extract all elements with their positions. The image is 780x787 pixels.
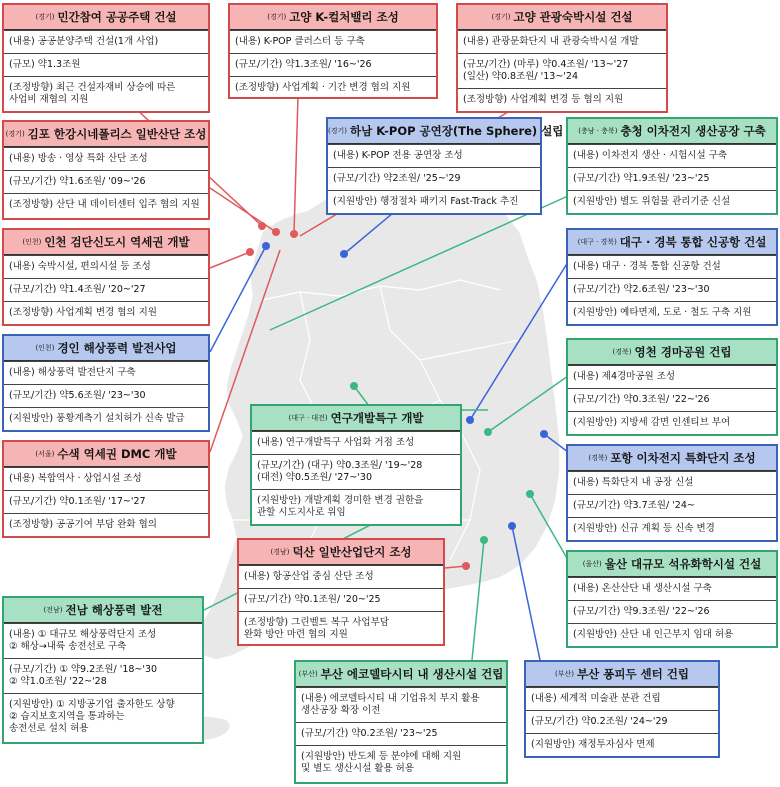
row-support: (지원방안) 산단 내 인근부지 임대 허용 — [568, 623, 776, 646]
row-scale: (규모/기간) 약0.2조원/ '23~'25 — [296, 722, 506, 745]
marker-hanam — [340, 250, 348, 258]
row-support: (지원방안) 반도체 등 분야에 대해 지원 및 별도 생산시설 활용 허용 — [296, 745, 506, 780]
card-title — [568, 230, 776, 255]
row-scale: (규모/기간) 약2.6조원/ '23~'30 — [568, 278, 776, 301]
row-scale: (규모/기간) 약1.3조원/ '16~'26 — [230, 53, 436, 76]
project-card-gyeongin-wind — [2, 334, 210, 432]
row-scale: (규모/기간) 약3.7조원/ '24~ — [568, 494, 776, 517]
card-title — [252, 406, 460, 431]
card-title — [568, 552, 776, 577]
region-tag: ( $^{경기}$ ) — [491, 13, 510, 21]
row-content: (내용) K-POP 전용 공연장 조성 — [328, 144, 540, 167]
card-title — [230, 5, 436, 30]
row-support: (지원방안) 지방세 감면 인센티브 부여 — [568, 411, 776, 434]
row-content: (내용) 공공분양주택 건설(1개 사업) — [4, 30, 208, 53]
region-tag: ( $^{경기}$ ) — [328, 127, 347, 135]
project-title: 덕산 일반산업단지 조성 — [292, 545, 412, 559]
region-tag: ( $^{울산}$ ) — [583, 560, 602, 568]
row-scale: (규모/기간) 약0.1조원/ '17~'27 — [4, 490, 208, 513]
card-title — [328, 119, 564, 144]
project-card-gimpo-cinepolis — [2, 120, 210, 220]
project-title: 하남 K-POP 공연장(The Sphere) 설립 — [350, 124, 564, 138]
region-tag: ( $^{경남}$ ) — [270, 548, 289, 556]
project-title: 김포 한강시네폴리스 일반산단 조성 — [27, 127, 207, 141]
marker-gyeonggi — [258, 222, 266, 230]
card-title — [4, 336, 208, 361]
marker-pohang — [540, 430, 548, 438]
row-adjustment: (조정방향) 공공기여 부담 완화 협의 — [4, 513, 208, 536]
project-title: 고양 관광숙박시설 건설 — [513, 10, 633, 24]
project-card-rnd-special-zone — [250, 404, 462, 526]
row-adjustment: (조정방향) 산단 내 데이터센터 입주 협의 지원 — [4, 193, 208, 216]
card-title — [4, 442, 208, 467]
row-content: (내용) 제4경마공원 조성 — [568, 365, 776, 388]
row-scale: (규모/기간) 약0.2조원/ '24~'29 — [526, 710, 718, 733]
project-title: 수색 역세권 DMC 개발 — [57, 447, 177, 461]
row-support: (지원방안) 별도 위험물 관리기준 신설 — [568, 190, 776, 213]
row-scale: (규모/기간) 약0.1조원/ '20~'25 — [239, 588, 443, 611]
row-content: (내용) K-POP 클러스터 등 구축 — [230, 30, 436, 53]
project-title: 충청 이차전지 생산공장 구축 — [620, 124, 766, 138]
card-title — [4, 598, 202, 623]
marker-gimpo — [272, 228, 280, 236]
project-card-busan-pompidou — [524, 660, 720, 758]
project-card-daegu-airport — [566, 228, 778, 326]
row-content: (내용) 온산산단 내 생산시설 구축 — [568, 577, 776, 600]
row-scale: (규모/기간) 약9.3조원/ '22~'26 — [568, 600, 776, 623]
card-title — [4, 122, 208, 147]
row-content: (내용) ① 대규모 해상풍력단지 조성 ② 해상→내륙 송전선로 구축 — [4, 623, 202, 658]
marker-busan-ecodelta — [480, 536, 488, 544]
region-tag: ( $^{대구 \cdot 경북}$ ) — [578, 238, 617, 246]
region-tag: ( $^{경북}$ ) — [613, 348, 632, 356]
project-card-chungcheong-battery — [566, 117, 778, 215]
row-scale: (규모/기간) ① 약9.2조원/ '18~'30 ② 약1.0조원/ '22~'28 — [4, 658, 202, 693]
row-scale: (규모/기간) 약1.6조원/ '09~'26 — [4, 170, 208, 193]
row-content: (내용) 방송 · 영상 특화 산단 조성 — [4, 147, 208, 170]
project-card-incheon-geomdan — [2, 228, 210, 326]
project-title: 전남 해상풍력 발전 — [65, 603, 163, 617]
project-title: 연구개발특구 개발 — [330, 411, 424, 425]
project-title: 부산 퐁피두 센터 건립 — [577, 667, 689, 681]
region-tag: ( $^{경북}$ ) — [588, 454, 607, 462]
project-title: 포항 이차전지 특화단지 조성 — [610, 451, 756, 465]
row-scale: (규모/기간) (마루) 약0.4조원/ '13~'27 (일산) 약0.8조원/ '13~'24 — [458, 53, 666, 88]
card-title — [568, 340, 776, 365]
row-adjustment: (조정방향) 최근 건설자재비 상승에 따른 사업비 재협의 지원 — [4, 76, 208, 111]
row-content: (내용) 대구 · 경북 통합 신공항 건설 — [568, 255, 776, 278]
row-content: (내용) 세계적 미술관 분관 건립 — [526, 687, 718, 710]
card-title — [568, 446, 776, 471]
project-card-yeongcheon-racecourse — [566, 338, 778, 436]
region-tag: ( $^{경기}$ ) — [267, 13, 286, 21]
row-scale: (규모) 약1.3조원 — [4, 53, 208, 76]
project-card-busan-ecodelta — [294, 660, 508, 784]
row-adjustment: (조정방향) 사업계획 변경 등 협의 지원 — [458, 88, 666, 111]
project-card-jeonnam-wind — [2, 596, 204, 744]
project-card-hanam-sphere — [326, 117, 564, 215]
region-tag: ( $^{전남}$ ) — [44, 606, 63, 614]
row-adjustment: (조정방향) 사업계획 · 기간 변경 협의 지원 — [230, 76, 436, 99]
card-title — [4, 5, 208, 30]
row-support: (지원방안) ① 지방공기업 출자한도 상향 ② 습지보호지역을 통과하는 송전선로 설치 허용 — [4, 693, 202, 740]
marker-ulsan — [526, 490, 534, 498]
row-support: (지원방안) 개발계획 경미한 변경 권한을 관할 시도지사로 위임 — [252, 489, 460, 524]
project-card-goyang-kculture — [228, 3, 438, 99]
project-title: 부산 에코델타시티 내 생산시설 건립 — [320, 667, 504, 681]
region-tag: ( $^{인천}$ ) — [35, 344, 54, 352]
project-card-gyeonggi-public-housing — [2, 3, 210, 113]
row-content: (내용) 복합역사 · 상업시설 조성 — [4, 467, 208, 490]
region-tag: ( $^{부산}$ ) — [555, 670, 574, 678]
card-title — [526, 662, 718, 687]
row-support: (지원방안) 풍황계측기 설치허가 신속 발급 — [4, 407, 208, 430]
project-title: 대구 · 경북 통합 신공항 건설 — [619, 235, 767, 249]
region-tag: ( $^{인천}$ ) — [22, 238, 41, 246]
project-title: 경인 해상풍력 발전사업 — [57, 341, 177, 355]
project-title: 인천 검단신도시 역세권 개발 — [44, 235, 190, 249]
marker-goyang — [290, 230, 298, 238]
card-title — [239, 540, 443, 565]
project-title: 민간참여 공공주택 건설 — [57, 10, 177, 24]
region-tag: ( $^{경기}$ ) — [35, 13, 54, 21]
row-support: (지원방안) 신규 계획 등 신속 변경 — [568, 517, 776, 540]
row-adjustment: (조정방향) 그린벨트 복구 사업부담 완화 방안 마련 협의 지원 — [239, 611, 443, 646]
region-tag: ( $^{경기}$ ) — [6, 130, 25, 138]
row-content: (내용) 숙박시설, 편의시설 등 조성 — [4, 255, 208, 278]
row-adjustment: (조정방향) 사업계획 변경 협의 지원 — [4, 301, 208, 324]
project-title: 영천 경마공원 건립 — [634, 345, 732, 359]
project-title: 고양 K-컬처밸리 조성 — [289, 10, 399, 24]
marker-incheon-geomdan — [246, 248, 254, 256]
row-content: (내용) 해상풍력 발전단지 구축 — [4, 361, 208, 384]
region-tag: ( $^{서울}$ ) — [35, 450, 54, 458]
marker-daejeon — [350, 382, 358, 390]
card-title — [4, 230, 208, 255]
card-title — [458, 5, 666, 30]
row-scale: (규모/기간) 약1.9조원/ '23~'25 — [568, 167, 776, 190]
row-content: (내용) 이차전지 생산 · 시험시설 구축 — [568, 144, 776, 167]
region-tag: ( $^{대구 \cdot 대전}$ ) — [288, 414, 327, 422]
row-scale: (규모/기간) 약1.4조원/ '20~'27 — [4, 278, 208, 301]
row-content: (내용) 에코델타시티 내 기업유치 부지 활용 생산공장 확장 이전 — [296, 687, 506, 722]
marker-busan-pompidou — [508, 522, 516, 530]
marker-deoksan — [462, 562, 470, 570]
card-title — [296, 662, 506, 687]
project-card-ulsan-petrochemical — [566, 550, 778, 648]
project-card-goyang-hotel — [456, 3, 668, 113]
marker-daegu-airport — [466, 416, 474, 424]
row-scale: (규모/기간) (대구) 약0.3조원/ '19~'28 (대전) 약0.5조원/ '27~'30 — [252, 454, 460, 489]
row-support: (지원방안) 재정투자심사 면제 — [526, 733, 718, 756]
row-content: (내용) 특화단지 내 공장 신설 — [568, 471, 776, 494]
project-title: 울산 대규모 석유화학시설 건설 — [604, 557, 762, 571]
card-title — [568, 119, 776, 144]
row-support: (지원방안) 예타면제, 도로 · 철도 구축 지원 — [568, 301, 776, 324]
region-tag: ( $^{충남 \cdot 충북}$ ) — [578, 127, 617, 135]
row-scale: (규모/기간) 약5.6조원/ '23~'30 — [4, 384, 208, 407]
marker-incheon-wind — [262, 242, 270, 250]
project-card-deoksan-industrial — [237, 538, 445, 646]
row-content: (내용) 항공산업 중심 산단 조성 — [239, 565, 443, 588]
region-tag: ( $^{부산}$ ) — [299, 670, 318, 678]
row-support: (지원방안) 행정절차 패키지 Fast-Track 추진 — [328, 190, 540, 213]
project-card-susaek-dmc — [2, 440, 210, 538]
row-scale: (규모/기간) 약2조원/ '25~'29 — [328, 167, 540, 190]
row-content: (내용) 연구개발특구 사업화 거점 조성 — [252, 431, 460, 454]
marker-yeongcheon — [484, 428, 492, 436]
row-scale: (규모/기간) 약0.3조원/ '22~'26 — [568, 388, 776, 411]
row-content: (내용) 관광문화단지 내 관광숙박시설 개발 — [458, 30, 666, 53]
project-card-pohang-battery — [566, 444, 778, 542]
